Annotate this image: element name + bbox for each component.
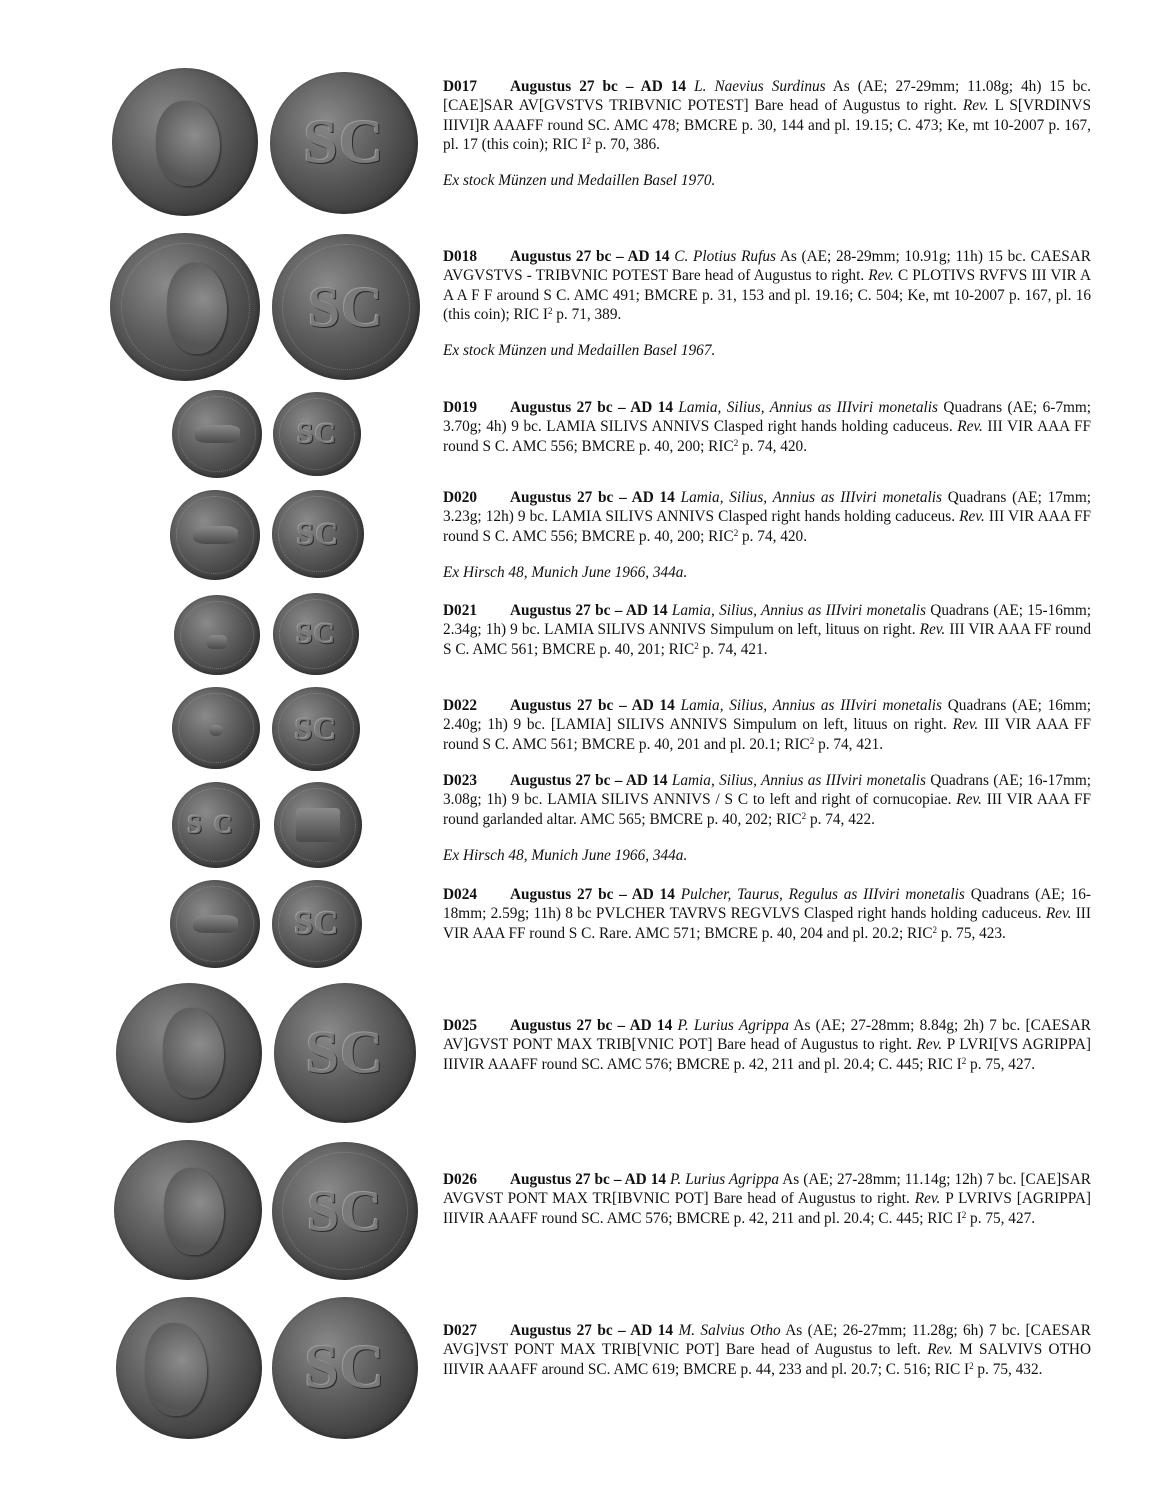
rev-label: Rev. xyxy=(952,716,979,734)
catalogue-entry-d019: D019 Augustus 27 bc – AD 14 Lamia, Silius, Annius as IIIviri monetalis Quadrans (AE; 6-7mm; 3.70g; 4h) 9 bc. LAMIA SILIVS ANNIVS Clasped right hands holding caduceus. Rev. III VIR AAA FF round S C. AMC 556; BMCRE p. 40, 200; RIC$^2$ p. 74, 420. xyxy=(443,399,1092,455)
ruler: Augustus 27 bc – AD 14 xyxy=(510,602,668,619)
denomination: As xyxy=(793,1017,811,1034)
rev-label: Rev. xyxy=(962,97,989,115)
clasped-hands-icon xyxy=(193,915,238,933)
catalogue-entry-d021: D021 Augustus 27 bc – AD 14 Lamia, Silius, Annius as IIIviri monetalis Quadrans (AE; 15-16mm; 2.34g; 1h) 9 bc. LAMIA SILIVS ANNIVS Simpulum on left, lituus on right. Rev. III VIR AAA FF round S C. AMC 561; BMCRE p. 40, 201; RIC$^2$ p. 74, 421. xyxy=(443,602,1091,658)
sc-glyph: SC xyxy=(304,1333,386,1402)
ruler: Augustus 27 bc – AD 14 xyxy=(510,1322,674,1339)
rev-label: Rev. xyxy=(927,1341,953,1359)
rev-label: Rev. xyxy=(957,418,983,436)
coin-obverse-d027 xyxy=(116,1297,262,1439)
moneyer: Lamia, Silius, Annius as IIIviri monetalis xyxy=(678,399,938,416)
coin-obverse-d024 xyxy=(170,880,260,968)
denomination: As xyxy=(785,1322,803,1339)
reverse-description: III VIR AAA FF round S C. AMC 556; BMCRE p. 40, 200; RIC xyxy=(443,508,1092,545)
rev-label: Rev. xyxy=(959,508,985,526)
rev-label: Rev. xyxy=(1045,905,1072,923)
moneyer: C. Plotius Rufus xyxy=(674,248,776,265)
denomination: Quadrans xyxy=(947,697,1007,714)
provenance-d017: Ex stock Münzen und Medaillen Basel 1970. xyxy=(443,172,716,189)
sc-glyph: SC xyxy=(303,108,385,177)
portrait-icon xyxy=(163,1008,224,1098)
cornucopiae-sc-icon: SC xyxy=(187,810,245,839)
coin-reverse-d019 xyxy=(273,392,361,476)
catalogue-number: D021 xyxy=(443,602,477,619)
moneyer: Lamia, Silius, Annius as IIIviri monetalis xyxy=(671,602,926,619)
coin-reverse-d024 xyxy=(272,880,362,968)
obverse-description: (AE; 27-28mm; 11.14g; 12h) 7 bc. [CAE]SAR AVGVST PONT MAX TR[IBVNIC POT] Bare head of Augustus to right. xyxy=(443,1171,1092,1208)
obverse-description: (AE; 26-27mm; 11.28g; 6h) 7 bc. [CAESAR AVG]VST PONT MAX TRIB[VNIC POT] Bare head of Augustus to left. xyxy=(443,1322,1091,1359)
sc-glyph: SC xyxy=(295,617,337,650)
catalogue-entry-d027: D027 Augustus 27 bc – AD 14 M. Salvius Otho As (AE; 26-27mm; 11.28g; 6h) 7 bc. [CAESAR AVG]VST PONT MAX TRIB[VNIC POT] Bare head of Augustus to left. Rev. M SALVIVS OTHO IIIVIR AAAFF around SC. AMC 619; BMCRE p. 44, 233 and pl. 20.7; C. 516; RIC $I^2$ p. 75, 432. xyxy=(443,1322,1092,1378)
catalogue-number: D017 xyxy=(443,78,477,95)
moneyer: Lamia, Silius, Annius as IIIviri monetalis xyxy=(671,772,926,789)
catalogue-entry-d026: D026 Augustus 27 bc – AD 14 P. Lurius Agrippa As (AE; 27-28mm; 11.14g; 12h) 7 bc. [CAE]SAR AVGVST PONT MAX TR[IBVNIC POT] Bare head of Augustus to right. Rev. P LVRIVS [AGRIPPA] IIIVIR AAAFF round SC. AMC 576; BMCRE p. 42, 211 and pl. 20.4; C. 445; RIC $I^2$ p. 75, 427. xyxy=(443,1171,1092,1227)
coin-obverse-d025 xyxy=(116,983,262,1123)
provenance-d023: Ex Hirsch 48, Munich June 1966, 344a. xyxy=(443,847,688,864)
coin-obverse-d017 xyxy=(112,68,258,216)
ruler: Augustus 27 bc – AD 14 xyxy=(510,886,675,903)
obverse-description: (AE; 28-29mm; 10.91g; 11h) 15 bc. CAESAR AVGVSTVS - TRIBVNIC POTEST Bare head of Augustus to right. xyxy=(443,248,1091,285)
denomination: As xyxy=(832,78,850,95)
sc-glyph: SC xyxy=(296,515,340,552)
coin-reverse-d018 xyxy=(272,234,420,380)
coin-reverse-d027 xyxy=(272,1297,418,1439)
altar-icon xyxy=(296,808,340,842)
ruler: Augustus 27 bc – AD 14 xyxy=(510,772,668,789)
catalogue-entry-d018: D018 Augustus 27 bc – AD 14 C. Plotius Rufus As (AE; 28-29mm; 10.91g; 11h) 15 bc. CAESAR AVGVSTVS - TRIBVNIC POTEST Bare head of Augustus to right. Rev. C PLOTIVS RVFVS III VIR A A A F F around S C. AMC 491; BMCRE p. 31, 153 and pl. 19.16; C. 504; Ke, mt 10-2007 p. 167, pl. 16 (this coin); RIC $I^2$ p. 71, 389. xyxy=(443,248,1092,323)
obverse-description: (AE; 16-18mm; 2.59g; 11h) 8 bc PVLCHER TAVRVS REGVLVS Clasped right hands holding caduceus. xyxy=(443,886,1092,923)
sc-glyph: SC xyxy=(307,274,385,340)
obverse-description: (AE; 16mm; 2.40g; 1h) 9 bc. [LAMIA] SILIVS ANNIVS Simpulum on left, lituus on right. xyxy=(443,697,1091,734)
catalogue-number: D020 xyxy=(443,489,477,506)
coin-obverse-d022 xyxy=(172,687,260,769)
moneyer: Lamia, Silius, Annius as IIIviri monetalis xyxy=(680,697,942,714)
reverse-description: III VIR AAA FF round garlanded altar. AMC 565; BMCRE p. 40, 202; RIC xyxy=(443,791,1091,828)
rev-label: Rev. xyxy=(868,267,894,285)
catalogue-number: D023 xyxy=(443,772,477,789)
moneyer: Lamia, Silius, Annius as IIIviri monetalis xyxy=(680,489,942,506)
clasped-hands-icon xyxy=(195,425,240,443)
reverse-description: L S[VRDINVS IIIVI]R AAAFF round SC. AMC 478; BMCRE p. 30, 144 and pl. 19.15; C. 473; Ke, mt 10-2007 p. 167, pl. 17 (this coin); RIC I xyxy=(443,97,1091,153)
reverse-description: P LVRI[VS AGRIPPA] IIIVIR AAAFF round SC. AMC 576; BMCRE p. 42, 211 and pl. 20.4; C. 445; RIC I xyxy=(443,1036,1091,1073)
coin-obverse-d020 xyxy=(170,490,260,580)
coin-reverse-d025 xyxy=(274,983,416,1123)
provenance-d018: Ex stock Münzen und Medaillen Basel 1967. xyxy=(443,342,716,359)
coin-obverse-d019 xyxy=(172,390,262,478)
portrait-icon xyxy=(164,1168,223,1255)
provenance-d020: Ex Hirsch 48, Munich June 1966, 344a. xyxy=(443,564,688,581)
denomination: As xyxy=(782,1171,800,1188)
catalogue-entry-d023: D023 Augustus 27 bc – AD 14 Lamia, Silius, Annius as IIIviri monetalis Quadrans (AE; 16-17mm; 3.08g; 1h) 9 bc. LAMIA SILIVS ANNIVS / S C to left and right of cornucopiae. Rev. III VIR AAA FF round garlanded altar. AMC 565; BMCRE p. 40, 202; RIC$^2$ p. 74, 422. xyxy=(443,772,1091,828)
catalogue-entry-d024: D024 Augustus 27 bc – AD 14 Pulcher, Taurus, Regulus as IIIviri monetalis Quadrans (AE; 16-18mm; 2.59g; 11h) 8 bc PVLCHER TAVRVS REGVLVS Clasped right hands holding caduceus. Rev. III VIR AAA FF round S C. Rare. AMC 571; BMCRE p. 40, 204 and pl. 20.2; RIC$^2$ p. 75, 423. xyxy=(443,886,1092,942)
obverse-description: (AE; 15-16mm; 2.34g; 1h) 9 bc. LAMIA SILIVS ANNIVS Simpulum on left, lituus on right. xyxy=(443,602,1091,639)
denomination: Quadrans xyxy=(970,886,1030,903)
catalogue-entry-d025: D025 Augustus 27 bc – AD 14 P. Lurius Agrippa As (AE; 27-28mm; 8.84g; 2h) 7 bc. [CAESAR AV]GVST PONT MAX TRIB[VNIC POT] Bare head of Augustus to right. Rev. P LVRI[VS AGRIPPA] IIIVIR AAAFF round SC. AMC 576; BMCRE p. 42, 211 and pl. 20.4; C. 445; RIC $I^2$ p. 75, 427. xyxy=(443,1017,1091,1073)
reverse-description: III VIR AAA FF round S C. AMC 561; BMCRE p. 40, 201; RIC xyxy=(443,621,1091,658)
portrait-icon xyxy=(167,263,227,355)
rev-label: Rev. xyxy=(919,621,946,639)
reverse-description: III VIR AAA FF round S C. Rare. AMC 571; BMCRE p. 40, 204 and pl. 20.2; RIC xyxy=(443,905,1091,942)
catalogue-number: D027 xyxy=(443,1322,477,1339)
catalogue-number: D022 xyxy=(443,697,477,714)
rev-label: Rev. xyxy=(916,1036,943,1054)
obverse-description: (AE; 16-17mm; 3.08g; 1h) 9 bc. LAMIA SILIVS ANNIVS / S C to left and right of cornucopiae. xyxy=(443,772,1091,809)
moneyer: L. Naevius Surdinus xyxy=(694,78,826,95)
catalogue-entry-d017: D017 Augustus 27 bc – AD 14 L. Naevius Surdinus As (AE; 27-29mm; 11.08g; 4h) 15 bc. [CAE]SAR AV[GVSTVS TRIBVNIC POTEST] Bare head of Augustus to right. Rev. L S[VRDINVS IIIVI]R AAAFF round SC. AMC 478; BMCRE p. 30, 144 and pl. 19.15; C. 473; Ke, mt 10-2007 p. 167, pl. 17 (this coin); RIC $I^2$ p. 70, 386. xyxy=(443,78,1091,153)
ruler: Augustus 27 bc – AD 14 xyxy=(510,1017,673,1034)
catalogue-number: D024 xyxy=(443,886,477,903)
coin-reverse-d022 xyxy=(272,687,360,771)
sc-glyph: SC xyxy=(306,1178,384,1244)
reverse-description: III VIR AAA FF round S C. AMC 561; BMCRE p. 40, 201 and pl. 20.1; RIC xyxy=(443,716,1091,753)
ruler: Augustus 27 bc – AD 14 xyxy=(510,248,670,265)
coin-reverse-d020 xyxy=(272,490,364,578)
reverse-description: C PLOTIVS RVFVS III VIR A A A F F around S C. AMC 491; BMCRE p. 31, 153 and pl. 19.16; C. 504; Ke, mt 10-2007 p. 167, pl. 16 (this coin); RIC I xyxy=(443,267,1092,323)
moneyer: Pulcher, Taurus, Regulus as IIIviri monetalis xyxy=(680,886,965,903)
simpulum-icon xyxy=(209,725,223,736)
moneyer: M. Salvius Otho xyxy=(678,1322,781,1339)
clasped-hands-icon xyxy=(193,526,238,544)
ruler: Augustus 27 bc – AD 14 xyxy=(510,697,675,714)
denomination: Quadrans xyxy=(930,772,989,789)
sc-glyph: SC xyxy=(305,1019,385,1086)
ruler: Augustus 27 bc – AD 14 xyxy=(510,489,675,506)
moneyer: P. Lurius Agrippa xyxy=(677,1017,789,1034)
catalogue-number: D026 xyxy=(443,1171,477,1188)
sc-glyph: SC xyxy=(296,417,338,450)
coin-obverse-d018 xyxy=(110,233,260,381)
rev-label: Rev. xyxy=(956,791,982,809)
catalogue-entry-d020: D020 Augustus 27 bc – AD 14 Lamia, Silius, Annius as IIIviri monetalis Quadrans (AE; 17mm; 3.23g; 12h) 9 bc. LAMIA SILIVS ANNIVS Clasped right hands holding caduceus. Rev. III VIR AAA FF round S C. AMC 556; BMCRE p. 40, 200; RIC$^2$ p. 74, 420. xyxy=(443,489,1092,545)
catalogue-number: D025 xyxy=(443,1017,477,1034)
obverse-description: (AE; 27-29mm; 11.08g; 4h) 15 bc. [CAE]SAR AV[GVSTVS TRIBVNIC POTEST] Bare head of Augustus to right. xyxy=(443,78,1091,115)
simpulum-icon xyxy=(207,635,228,649)
obverse-description: (AE; 17mm; 3.23g; 12h) 9 bc. LAMIA SILIVS ANNIVS Clasped right hands holding caduceus. xyxy=(443,489,1091,526)
coin-reverse-d021 xyxy=(273,593,359,675)
ruler: Augustus 27 bc – AD 14 xyxy=(510,399,674,416)
portrait-icon xyxy=(156,101,220,187)
denomination: Quadrans xyxy=(947,489,1007,506)
coin-obverse-d023 xyxy=(172,782,260,868)
ruler: Augustus 27 bc – AD 14 xyxy=(510,78,687,95)
moneyer: P. Lurius Agrippa xyxy=(670,1171,780,1188)
reverse-description: III VIR AAA FF round S C. AMC 556; BMCRE p. 40, 200; RIC xyxy=(443,418,1091,455)
coin-reverse-d023 xyxy=(274,782,362,868)
catalogue-entry-d022: D022 Augustus 27 bc – AD 14 Lamia, Silius, Annius as IIIviri monetalis Quadrans (AE; 16mm; 2.40g; 1h) 9 bc. [LAMIA] SILIVS ANNIVS Simpulum on left, lituus on right. Rev. III VIR AAA FF round S C. AMC 561; BMCRE p. 40, 201 and pl. 20.1; RIC$^2$ p. 74, 421. xyxy=(443,697,1091,753)
coin-obverse-d026 xyxy=(114,1140,262,1280)
coin-reverse-d017 xyxy=(270,72,418,214)
sc-glyph: SC xyxy=(294,710,338,747)
reverse-description: P LVRIVS [AGRIPPA] IIIVIR AAAFF round SC. AMC 576; BMCRE p. 42, 211 and pl. 20.4; C. 445; RIC I xyxy=(443,1190,1092,1227)
portrait-icon xyxy=(145,1323,206,1417)
coin-reverse-d026 xyxy=(272,1142,418,1280)
catalogue-number: D018 xyxy=(443,248,477,265)
obverse-description: (AE; 6-7mm; 3.70g; 4h) 9 bc. LAMIA SILIVS ANNIVS Clasped right hands holding caduceus. xyxy=(443,399,1092,436)
ruler: Augustus 27 bc – AD 14 xyxy=(510,1171,667,1188)
obverse-description: (AE; 27-28mm; 8.84g; 2h) 7 bc. [CAESAR AV]GVST PONT MAX TRIB[VNIC POT] Bare head of Augustus to right. xyxy=(443,1017,1091,1054)
coin-obverse-d021 xyxy=(174,595,260,675)
catalogue-number: D019 xyxy=(443,399,477,416)
rev-label: Rev. xyxy=(914,1190,941,1208)
denomination: Quadrans xyxy=(930,602,989,619)
denomination: Quadrans xyxy=(943,399,1003,416)
denomination: As xyxy=(779,248,797,265)
reverse-description: M SALVIVS OTHO IIIVIR AAAFF around SC. AMC 619; BMCRE p. 44, 233 and pl. 20.7; C. 516; RIC I xyxy=(443,1341,1092,1378)
sc-glyph: SC xyxy=(294,905,340,942)
